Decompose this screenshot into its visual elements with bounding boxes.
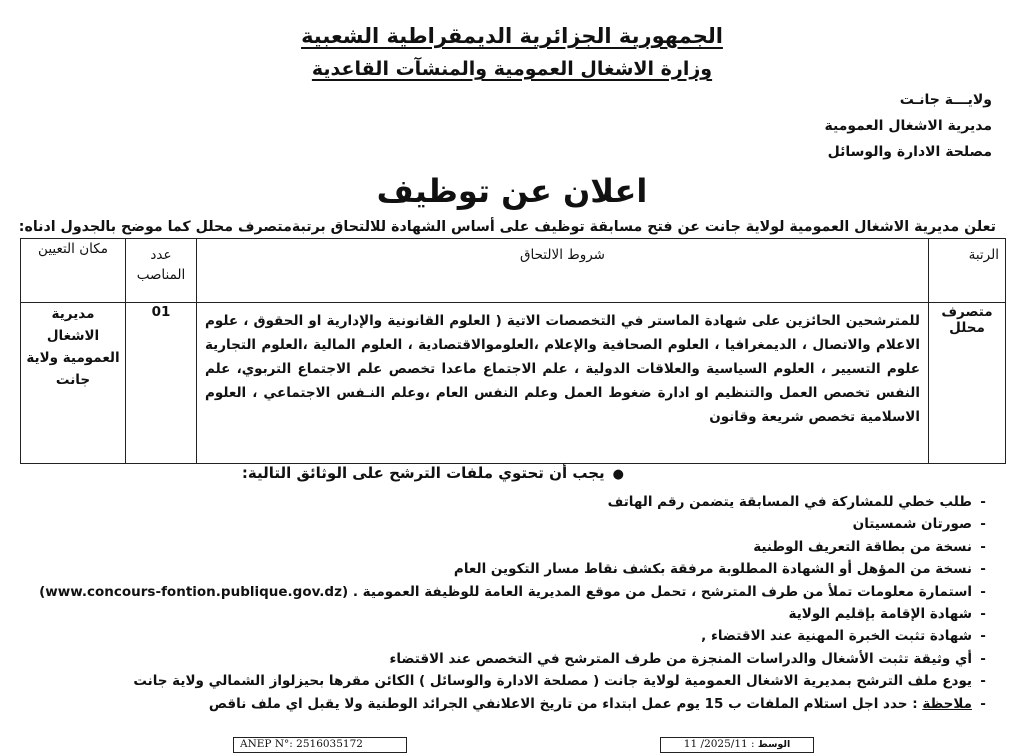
dash-icon: - bbox=[980, 538, 986, 555]
note-item bbox=[34, 693, 994, 715]
dash-icon: - bbox=[980, 516, 986, 533]
date-value: 2025/11/ 11 bbox=[683, 738, 748, 750]
dash-icon: - bbox=[980, 561, 986, 578]
republic-header: الجمهورية الجزائرية الديمقراطية الشعبية bbox=[301, 24, 723, 48]
cell-conditions: للمترشحين الحائزين على شهادة الماستر في التخصصات الاتية ( العلوم القانونية والإدارية او الحقوق ، علوم الاعلام والاتصال ، الديمغرافيا ، العلوم الصحافية والإعلام ،العلوموالاقتصادية ، العلوم المالية ،العلوم التجارية علوم التسيير ، العلوم السياسية والعلاقات الدولية ، علم الاجتماع ماعدا تخصص علم الاجتماع التربوي، علم النفس تخصص العمل والتنظيم او ادارة ضغوط العمل وعلم النفس العام ،وعلم النـفس الاجتماعي ، العلوم الاسلامية تخصص شريعة وقانون bbox=[197, 303, 929, 464]
note-label: ملاحظة bbox=[922, 695, 972, 712]
list-item: -نسخة من المؤهل أو الشهادة المطلوبة مرفقة بكشف نقاط مسار التكوين العام bbox=[34, 558, 994, 580]
header-rank: الرتبة bbox=[929, 239, 1006, 303]
list-item: -أي وثيقة تثبت الأشغال والدراسات المنجزة من طرف المترشح في التخصص عند الاقتضاء bbox=[34, 648, 994, 670]
dash-icon: - bbox=[980, 583, 986, 600]
documents-title: ●يجب أن تحتوي ملفات الترشح على الوثائق التالية: bbox=[241, 464, 624, 482]
intro-paragraph: تعلن مديرية الاشغال العمومية لولاية جانت عن فتح مسابقة توظيف على أساس الشهادة للالتحاق برتبةمتصرف محلل كما موضح بالجدول ادناه: bbox=[18, 219, 996, 235]
documents-list bbox=[34, 491, 994, 715]
dash-icon: - bbox=[980, 628, 986, 645]
header-positions-line2: المناصب bbox=[136, 267, 186, 283]
header-positions-line1: عدد bbox=[150, 247, 172, 263]
service-line: مصلحة الادارة والوسائل bbox=[827, 144, 992, 160]
date-label: الوسط bbox=[757, 739, 791, 750]
page-title: اعلان عن توظيف bbox=[376, 172, 648, 210]
bullet-icon: ● bbox=[612, 467, 624, 482]
ministry-header: وزارة الاشغال العمومية والمنشآت القاعدية bbox=[311, 58, 713, 80]
list-item: -صورتان شمسيتان bbox=[34, 513, 994, 535]
dash-icon: - bbox=[980, 695, 986, 712]
list-item: -شهادة الإقامة بإقليم الولاية bbox=[34, 603, 994, 625]
list-item: -يودع ملف الترشح بمديرية الاشغال العمومية لولاية جانت ( مصلحة الادارة والوسائل ) الكائن مقرها بحيزلواز الشمالي ولاية جانت bbox=[34, 670, 994, 692]
cell-location: مديرية الاشغال العمومية ولاية جانت bbox=[21, 303, 126, 464]
header-location: مكان التعيين bbox=[21, 239, 126, 303]
table-row bbox=[21, 303, 1006, 464]
list-item: -نسخة من بطاقة التعريف الوطنية bbox=[34, 536, 994, 558]
directorate-line: مديرية الاشغال العمومية bbox=[824, 118, 992, 134]
table-header-row bbox=[21, 239, 1006, 303]
list-item: -طلب خطي للمشاركة في المسابقة يتضمن رقم الهاتف bbox=[34, 491, 994, 513]
website-link[interactable]: (www.concours-fontion.publique.gov.dz) bbox=[39, 583, 349, 600]
list-item: -استمارة معلومات تملأ من طرف المترشح ، تحمل من موقع المديرية العامة للوظيفة العمومية . (www.concours-fontion.publique.gov.dz) bbox=[34, 581, 994, 603]
cell-rank: متصرف محلل bbox=[929, 303, 1006, 464]
dash-icon: - bbox=[980, 605, 986, 622]
dash-icon: - bbox=[980, 650, 986, 667]
note-text: : حدد اجل استلام الملفات ب 15 يوم عمل ابتداء من تاريخ الاعلانفي الجرائد الوطنية ولا يقبل اي ملف ناقص bbox=[208, 695, 918, 712]
header-positions bbox=[126, 239, 197, 303]
positions-table bbox=[20, 238, 1006, 464]
wilaya-line: ولايـــة جانـت bbox=[899, 92, 992, 108]
dash-icon: - bbox=[980, 673, 986, 690]
publication-date: الوسط : 2025/11/ 11 bbox=[660, 737, 814, 753]
header-conditions: شروط الالتحاق bbox=[197, 239, 929, 303]
cell-positions: 01 bbox=[126, 303, 197, 464]
anep-number: ANEP N°: 2516035172 bbox=[233, 737, 407, 753]
list-item: -شهادة تثبت الخبرة المهنية عند الاقتضاء , bbox=[34, 625, 994, 647]
dash-icon: - bbox=[980, 494, 986, 510]
